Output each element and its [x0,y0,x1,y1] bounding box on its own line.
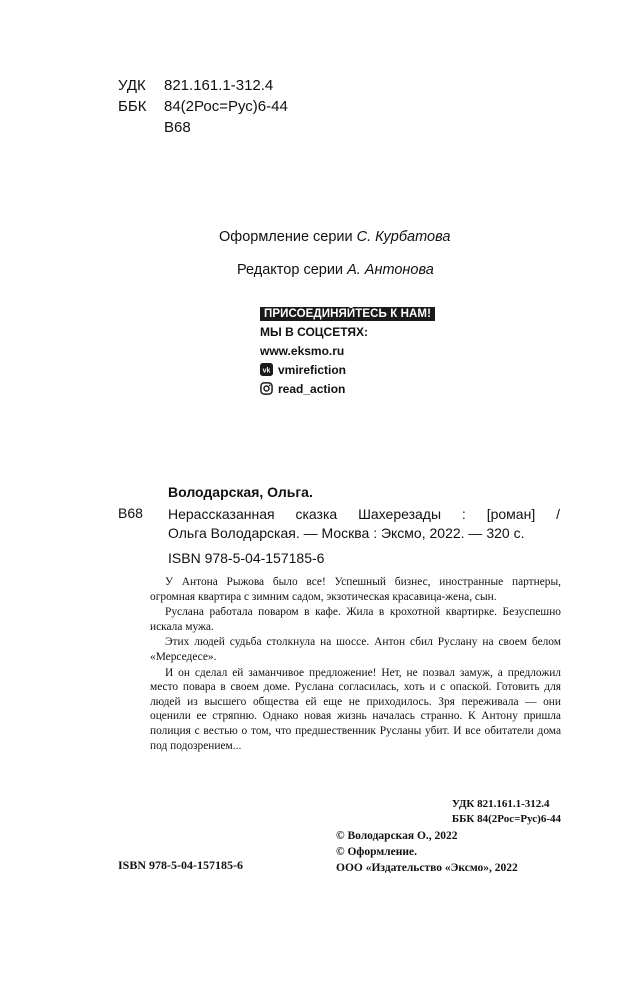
footer-isbn: ISBN 978-5-04-157185-6 [118,858,243,872]
annotation-paragraph: И он сделал ей заманчивое предложение! Нет, не позвал замуж, а предложил место повара в своем доме. Руслана согласилась, хоть и с опаской. Готовить для людей из высшего общества ей еще не приходилось. Зря переживала — они оценили ее стряпню. Однако новая жизнь началась странно. К Антону пришла полиция с вестью о том, что предшественник Русланы убит. И все обитатели дома под подозрением... [150,666,561,752]
copyright-design: © Оформление. [336,846,417,858]
imprint-line: Ольга Володарская. — Москва : Эксмо, 2022. — 320 с. [168,525,525,541]
annotation-codes [452,797,561,827]
instagram-icon [260,382,273,395]
social-block [260,306,435,397]
instagram-link[interactable] [260,381,435,397]
vk-icon [260,363,273,376]
catalog-code: В68 [118,505,143,521]
annotation-udk: УДК 821.161.1-312.4 [451,798,550,810]
catalog-isbn: ISBN 978-5-04-157185-6 [168,550,325,566]
copyright-block [336,828,518,876]
catalog-author: Володарская, Ольга. [168,484,313,500]
series-editor-credit [237,262,434,278]
title-line: Нерассказанная сказка Шахерезады : [роман] / [168,506,560,522]
copyright-author: © Володарская О., 2022 [336,830,458,842]
bbk-label: ББК [118,98,147,115]
series-design-credit [219,229,450,245]
bbk-value: 84(2Рос=Рус)6-44 [164,98,288,115]
bibliographic-description [168,505,560,543]
website-link[interactable]: www.eksmo.ru [260,344,345,358]
editor-label: Редактор серии [237,262,344,278]
annotation-paragraph: Руслана работала поваром в кафе. Жила в крохотной квартирке. Безуспешно искала мужа. [150,606,561,633]
instagram-handle: read_action [278,382,346,396]
classification-block [118,75,288,138]
udk-label: УДК [118,77,146,94]
copyright-publisher: ООО «Издательство «Эксмо», 2022 [336,862,518,874]
annotation [150,575,561,754]
design-label: Оформление серии [219,229,353,245]
annotation-paragraph: У Антона Рыжова было все! Успешный бизнес, иностранные партнеры, огромная квартира с зимним садом, экзотическая красавица-жена, сын. [150,576,561,603]
author-mark: В68 [164,119,191,136]
design-name: С. Курбатова [356,229,451,245]
udk-value: 821.161.1-312.4 [164,77,274,94]
annotation-paragraph: Этих людей судьба столкнула на шоссе. Антон сбил Руслану на своем белом «Мерседесе». [150,636,561,663]
annotation-bbk: ББК 84(2Рос=Рус)6-44 [451,813,561,825]
editor-name: А. Антонова [347,262,434,278]
vk-link[interactable] [260,362,435,378]
social-heading: МЫ В СОЦСЕТЯХ: [260,325,369,339]
svg-text:vk: vk [262,367,271,375]
join-us-badge: ПРИСОЕДИНЯЙТЕСЬ К НАМ! [260,307,435,321]
vk-handle: vmirefiction [278,363,347,377]
